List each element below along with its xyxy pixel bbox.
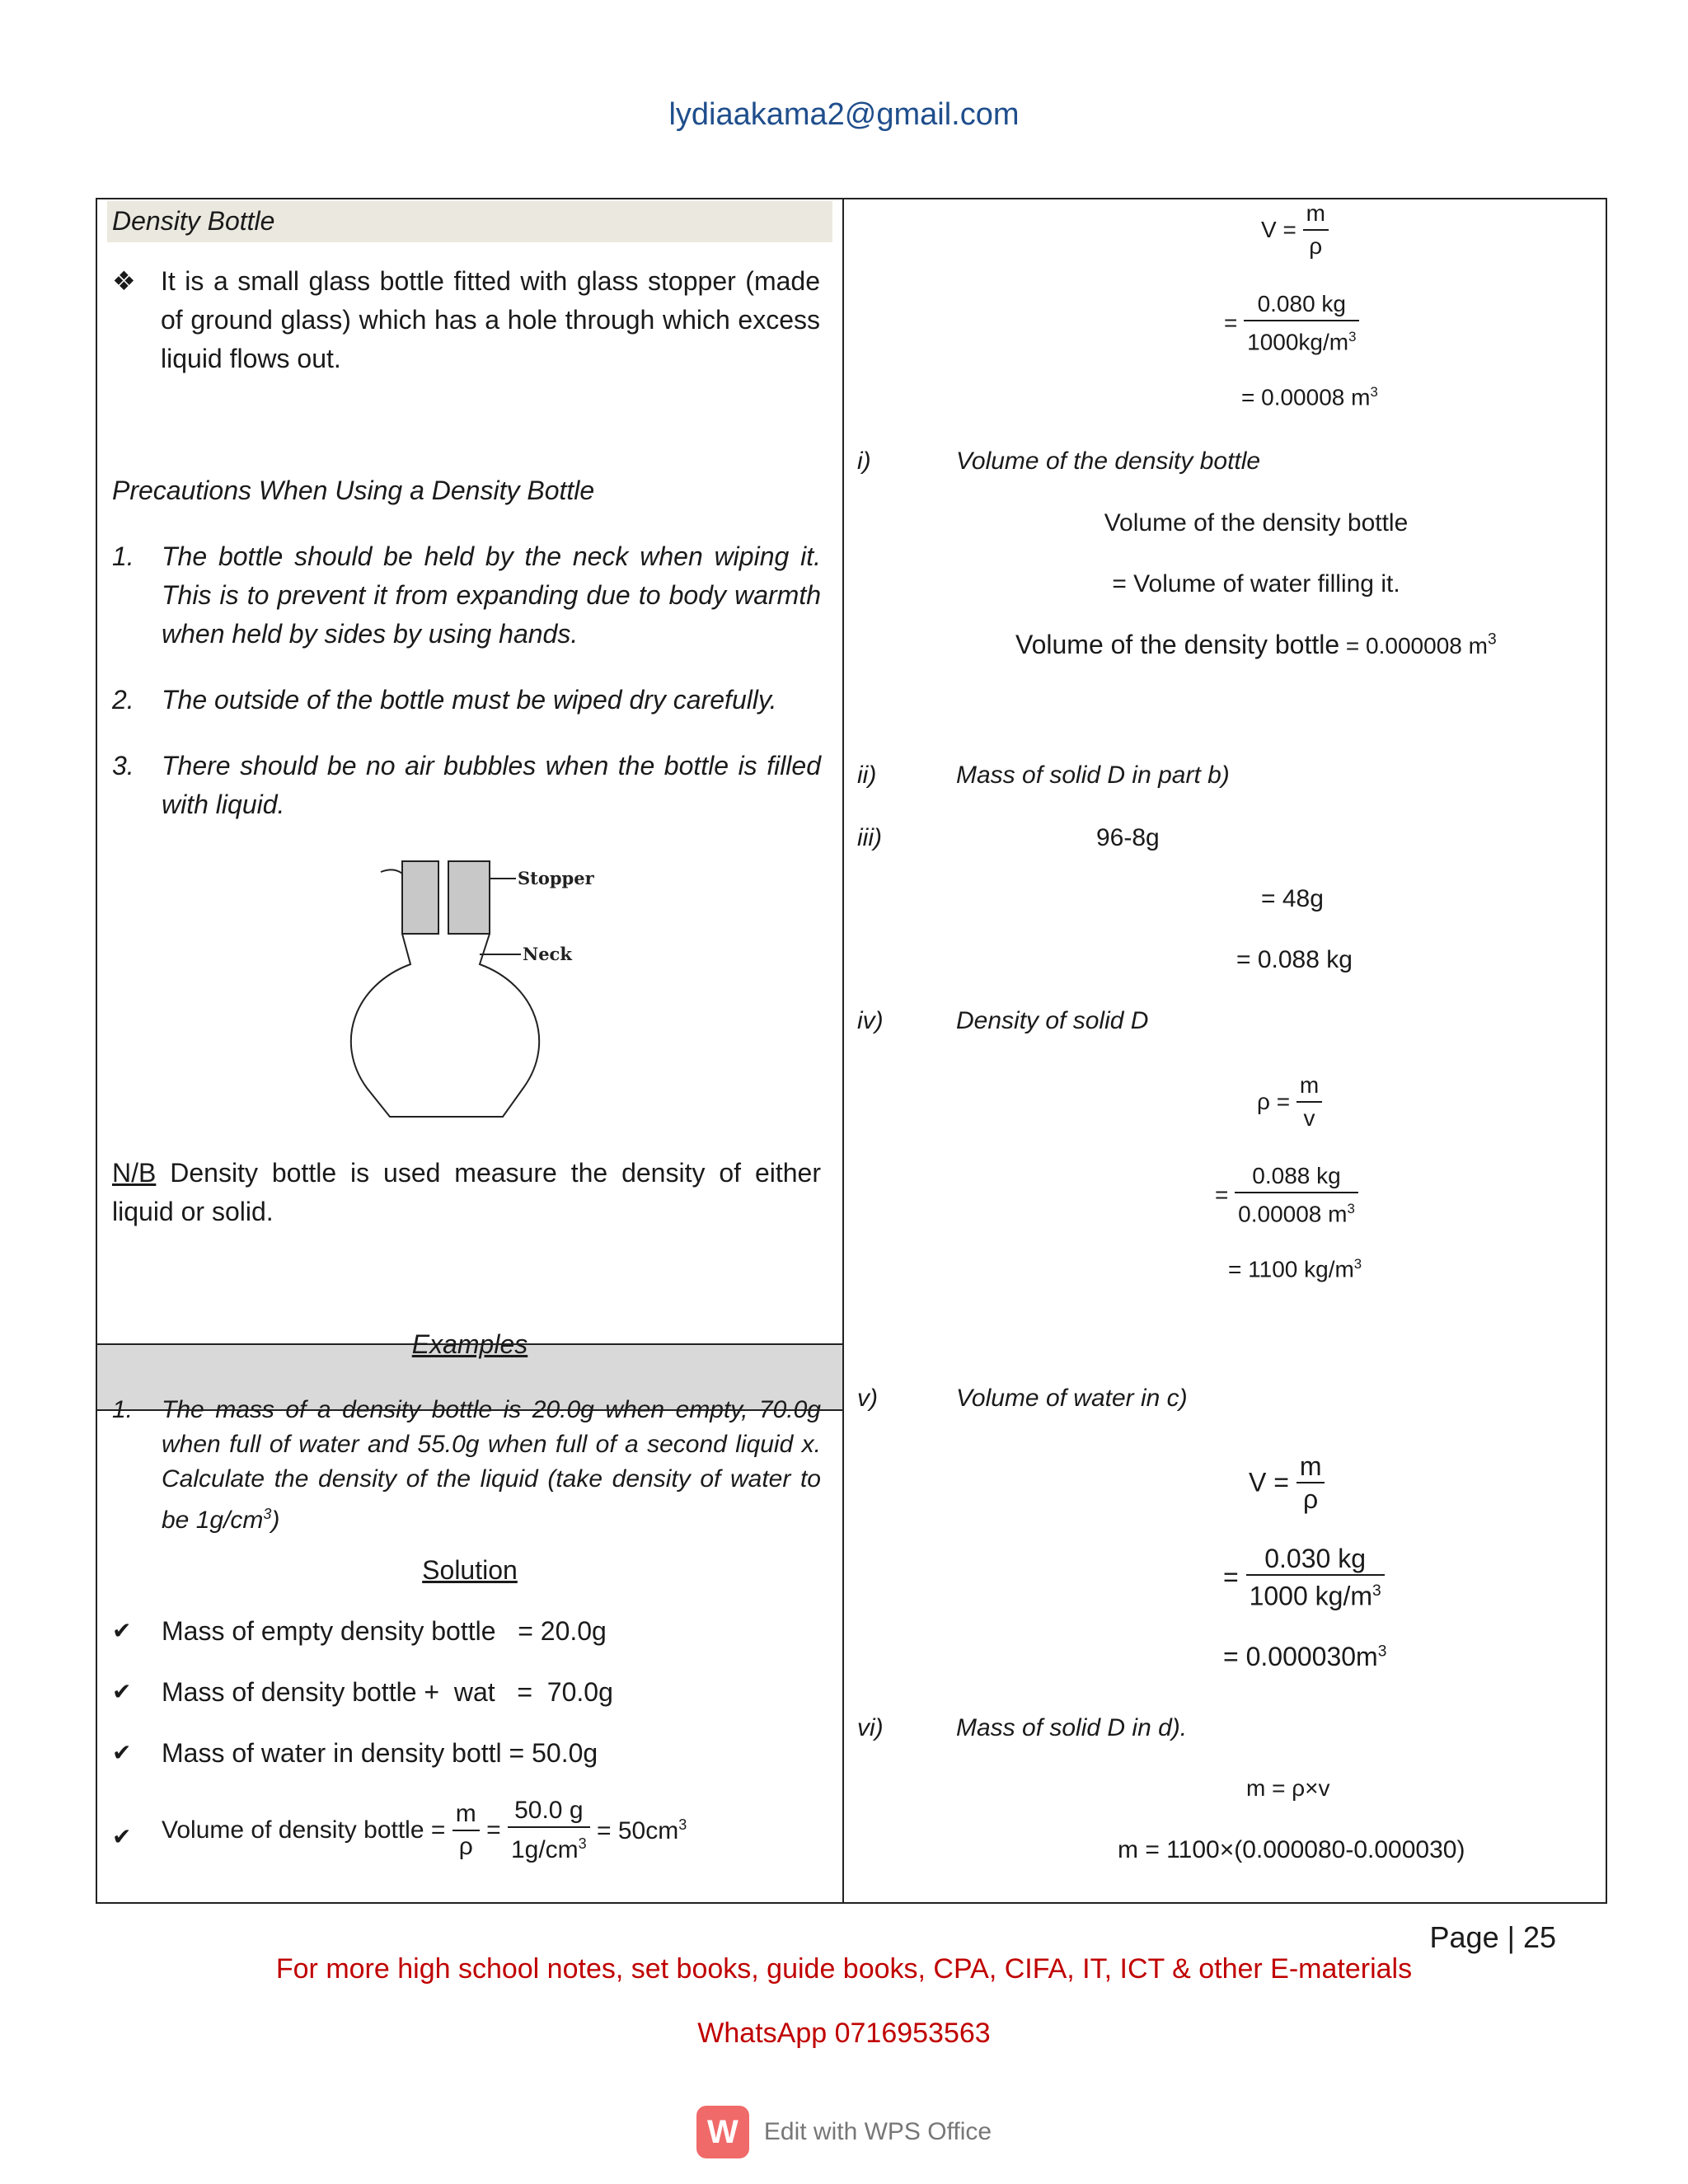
column-divider <box>842 198 844 1904</box>
part-title: Mass of solid D in part b) <box>956 762 1230 789</box>
mass-formula: m = ρ×v <box>1246 1775 1330 1801</box>
part-label: iv) <box>857 1007 884 1034</box>
part-title: Density of solid D <box>956 1007 1149 1034</box>
precaution-num: 2. <box>112 685 134 715</box>
formula-v-result: = 0.00008 $m^3$ <box>1241 384 1378 410</box>
solution-item: Mass of density bottle + wat = 70.0g <box>162 1677 613 1707</box>
solution-title: Solution <box>422 1555 518 1585</box>
footer-promo: For more high school notes, set books, guide books, CPA, CIFA, IT, ICT & other E-materials <box>275 1953 1413 1985</box>
formula-v-values: = $\frac{0.080 kg}{1000kg/m^3}$ <box>1224 288 1359 358</box>
bullet-icon: ❖ <box>112 266 136 296</box>
header-email: lydiaakama2@gmail.com <box>668 97 1020 132</box>
formula-v-m-rho: V = $\frac{m}{\rho}$ <box>1261 198 1329 262</box>
part-label: i) <box>857 448 871 475</box>
formula-rho-values: = $\frac{0.088 kg}{0.00008 m^3}$ <box>1215 1160 1358 1230</box>
stopper-label: Stopper <box>518 868 594 888</box>
examples-title: Examples <box>411 1329 528 1359</box>
wps-edit-text: Edit with WPS Office <box>763 2118 992 2145</box>
page-number: Page | 25 <box>1429 1920 1556 1954</box>
stopper-left-shape <box>402 861 438 934</box>
precaution-num: 1. <box>112 541 134 571</box>
neck-label: Neck <box>523 944 572 964</box>
mass-calc: = 0.088 kg <box>1236 946 1353 973</box>
precaution-item: There should be no air bubbles when the bottle is filled with liquid. <box>162 751 821 819</box>
part-title: Volume of water in c) <box>956 1385 1188 1412</box>
volume-calc-line: Volume of density bottle = $\frac{m}{\rho}$ = $\frac{50.0 g}{1g/cm^3}$ = $50cm^3$ <box>162 1797 687 1863</box>
check-icon: ✔ <box>112 1740 132 1765</box>
formula-v-result: = $0.000030m^3$ <box>1223 1642 1387 1671</box>
solution-item: Mass of water in density bottl = 50.0g <box>162 1738 598 1768</box>
volume-statement: = Volume of water filling it. <box>1112 570 1400 598</box>
part-label: ii) <box>857 762 877 789</box>
precaution-num: 3. <box>112 751 134 780</box>
nb-label: N/B <box>112 1158 157 1188</box>
solution-item: Mass of empty density bottle = 20.0g <box>162 1616 607 1646</box>
stopper-right-shape <box>448 861 490 934</box>
bottle-body-shape <box>351 934 539 1117</box>
formula-rho-m-v: ρ = $\frac{m}{v}$ <box>1257 1070 1322 1134</box>
check-icon: ✔ <box>112 1679 132 1704</box>
mass-formula: m = 1100×(0.000080-0.000030) <box>1118 1836 1465 1863</box>
example-num: 1. <box>112 1396 134 1423</box>
density-bottle-diagram <box>330 841 626 1129</box>
volume-result: Volume of the density bottle = 0.000008 $m^3$ <box>1015 630 1497 659</box>
volume-statement: Volume of the density bottle <box>1104 509 1409 537</box>
formula-rho-result: = 1100 $kg/m^3$ <box>1228 1256 1362 1282</box>
nb-note <box>112 1154 821 1231</box>
example-question: The mass of a density bottle is 20.0g when empty, 70.0g when full of water and 55.0g when full of a second liquid x. Calculate the density of the liquid (take density of water to be $1g/cm^3$) <box>162 1396 821 1534</box>
precaution-item: The bottle should be held by the neck when wiping it. This is to prevent it from expanding due to body warmth when held by sides by using hands. <box>162 541 821 649</box>
part-title: Volume of the density bottle <box>956 448 1261 475</box>
precautions-title: Precautions When Using a Density Bottle <box>112 476 595 505</box>
formula-v-m-rho: V = $\frac{m}{\rho}$ <box>1249 1451 1325 1515</box>
part-label: iii) <box>857 824 882 851</box>
part-title: Mass of solid D in d). <box>956 1714 1188 1741</box>
footer-whatsapp: WhatsApp 0716953563 <box>697 2018 991 2049</box>
section-title: Density Bottle <box>112 206 275 236</box>
mass-calc: = 48g <box>1261 885 1324 912</box>
mass-calc: 96-8g <box>1096 824 1160 851</box>
wps-edit-badge[interactable] <box>0 2106 1688 2158</box>
check-icon: ✔ <box>112 1618 132 1643</box>
bullet-text: It is a small glass bottle fitted with glass stopper (made of ground glass) which has a hole through which excess liquid flows out. <box>161 266 820 373</box>
formula-v-values: = $\frac{0.030 kg}{1000 kg/m^3}$ <box>1223 1543 1385 1612</box>
precaution-item: The outside of the bottle must be wiped dry carefully. <box>162 685 777 715</box>
nb-text: Density bottle is used measure the density of either liquid or solid. <box>112 1158 821 1226</box>
wps-logo-icon: W <box>696 2106 749 2158</box>
check-icon: ✔ <box>112 1824 132 1849</box>
part-label: vi) <box>857 1714 884 1741</box>
part-label: v) <box>857 1385 878 1412</box>
